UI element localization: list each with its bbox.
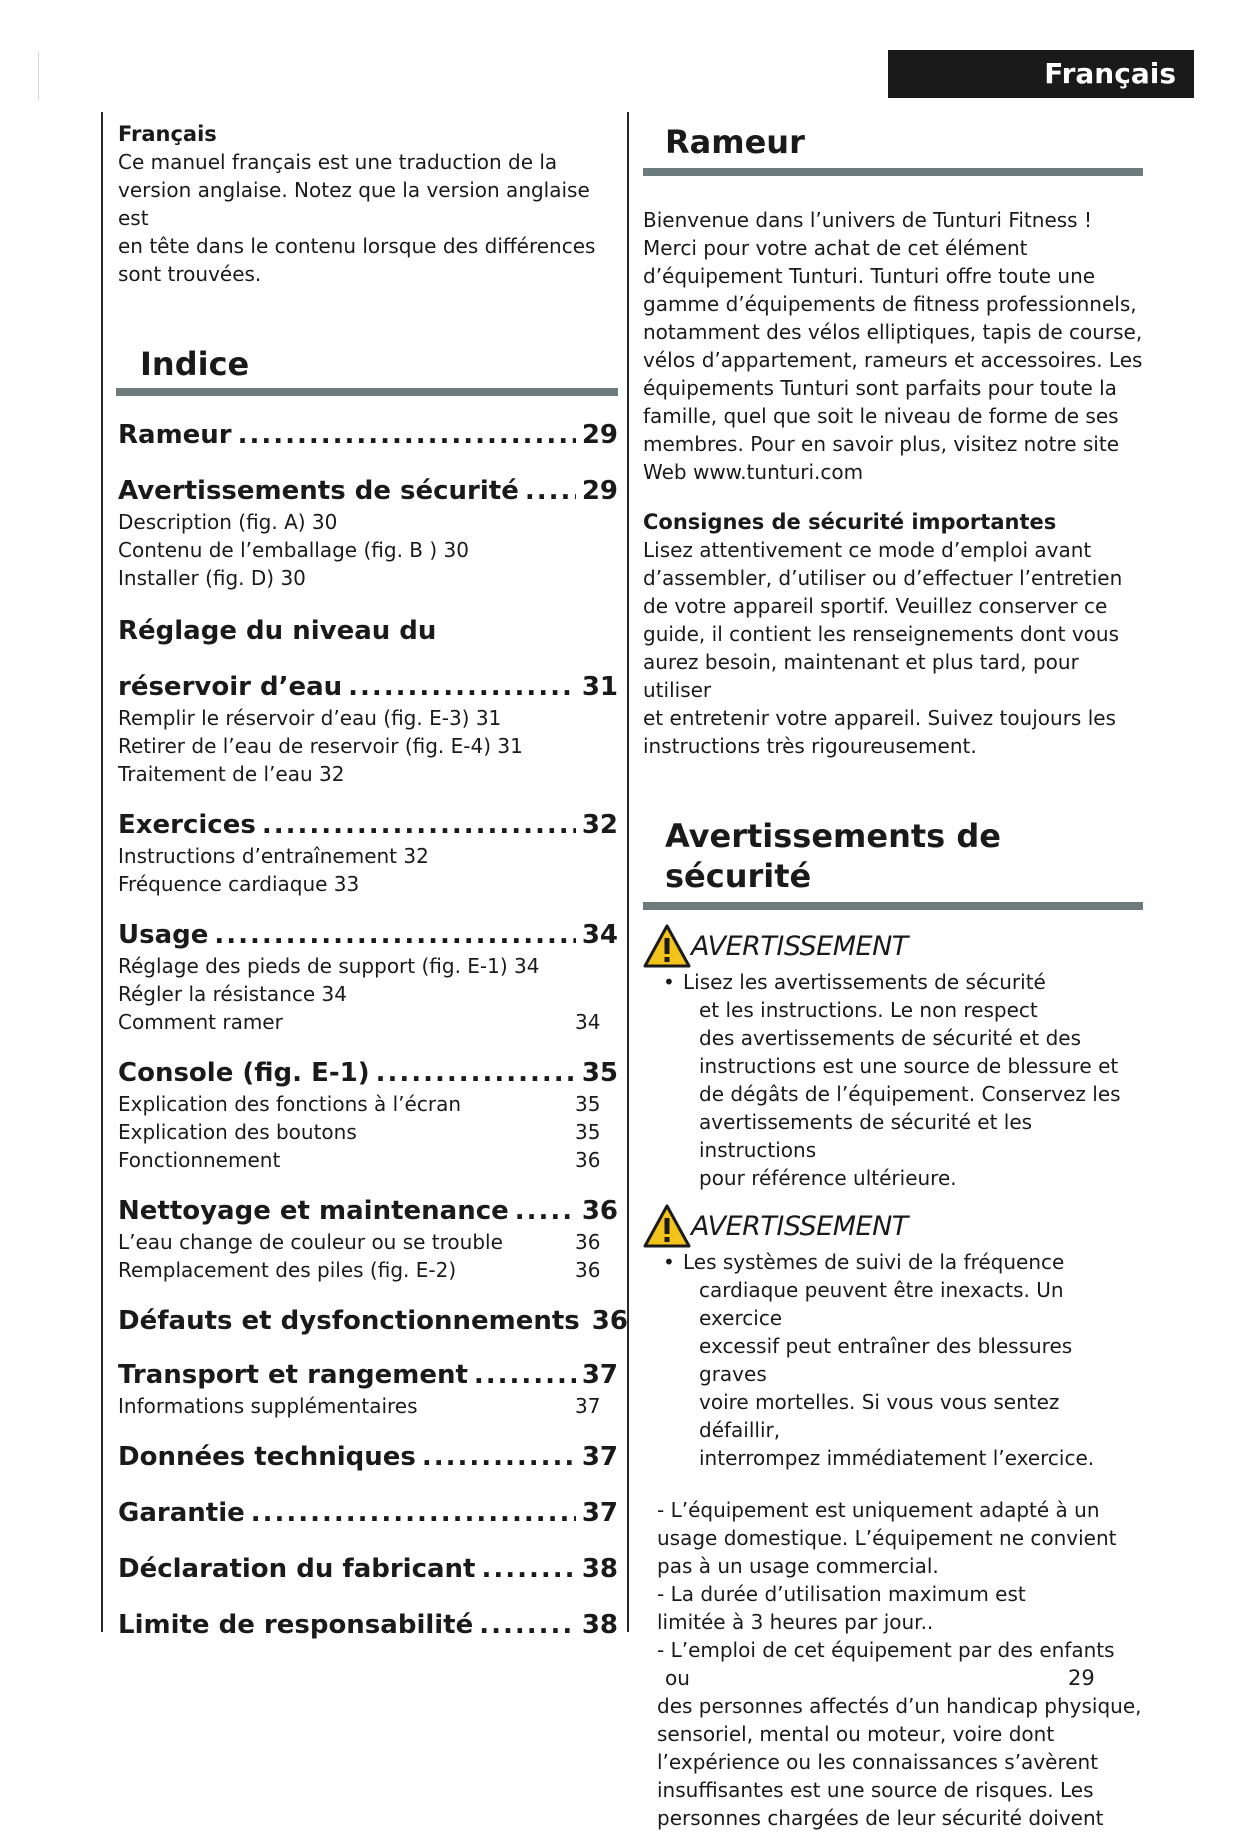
toc-entry[interactable] [118,1056,618,1090]
warning-line: instructions est une source de blessure et [699,1054,1119,1078]
rameur-heading-rule [643,168,1143,176]
left-column [118,120,628,1642]
bullet-dot: • [663,1250,675,1274]
warning-line: Lisez les avertissements de sécurité [683,970,1046,994]
toc-subentry[interactable] [118,1008,618,1036]
toc-leader [376,1056,576,1090]
usage-restrictions [643,1496,1143,1832]
toc-entry-title: Réglage du niveau du [118,616,437,646]
welcome-line: notamment des vélos elliptiques, tapis de course, [643,320,1143,344]
warning-text [643,968,1143,1192]
toc-entry-title: Garantie [118,1498,245,1528]
toc-entry-page: 32 [581,810,618,840]
toc-entry-title: Déclaration du fabricant [118,1554,476,1584]
restriction-line: des personnes affectés d’un handicap physique, [657,1694,1142,1718]
toc-subentry[interactable] [118,1090,618,1118]
warning-header [643,1204,1143,1248]
welcome-line: Bienvenue dans l’univers de Tunturi Fitness ! [643,208,1092,232]
warning-block [643,924,1143,1192]
toc-leader [474,1358,576,1392]
toc-leader [515,1194,576,1228]
warning-line: interrompez immédiatement l’exercice. [699,1446,1095,1470]
toc-entry[interactable] [118,1304,628,1338]
toc-subentry[interactable] [118,508,618,536]
toc-entry-title: Avertissements de sécurité [118,476,519,506]
restriction-line: sensoriel, mental ou moteur, voire dont [657,1722,1055,1746]
warning-label: AVERTISSEMENT [691,1210,908,1242]
toc-entry-title: Rameur [118,420,232,450]
toc-entry-page: 29 [581,476,618,506]
toc-subentry[interactable] [118,1228,618,1256]
toc-entry-title: Exercices [118,810,256,840]
toc-subentry[interactable] [118,704,618,732]
warnings-heading: Avertissements de sécurité [665,817,1001,895]
warning-triangle-icon [643,1204,691,1248]
toc-leader [262,808,576,842]
toc-entry-page: 37 [581,1360,618,1390]
toc-entry[interactable] [118,1496,618,1530]
toc-entry[interactable] [118,1440,618,1474]
toc-entry-page: 37 [581,1498,618,1528]
restriction-line: pas à un usage commercial. [657,1554,939,1578]
index-heading: Indice [140,345,250,383]
restriction-line: usage domestique. L’équipement ne convient [657,1526,1117,1550]
warning-line: voire mortelles. Si vous vous sentez défaillir, [699,1390,1060,1442]
warning-triangle-icon [643,924,691,968]
toc-subentry[interactable] [118,536,618,564]
crop-mark [38,52,39,100]
toc-entry-page: 34 [581,920,618,950]
bullet-dot: • [663,970,675,994]
toc-entry-title-line1[interactable] [118,614,618,648]
toc-subentry[interactable] [118,870,618,898]
safety-instructions-text [643,536,1143,760]
toc-subentry[interactable] [118,732,618,760]
safety-line: instructions très rigoureusement. [643,734,977,758]
toc-leader [422,1440,576,1474]
index-heading-rule [116,388,618,396]
welcome-line: vélos d’appartement, rameurs et accessoires. Les [643,348,1143,372]
restriction-line: personnes chargées de leur sécurité doivent [657,1806,1104,1830]
warning-line: excessif peut entraîner des blessures graves [699,1334,1073,1386]
safety-line: de votre appareil sportif. Veuillez conserver ce [643,594,1108,618]
toc-subentry-text: Comment ramer [118,1010,283,1034]
toc-subentry-text: Réglage des pieds de support (fig. E-1) 34 [118,954,540,978]
toc-leader [525,474,576,508]
toc-entry-page: 35 [581,1058,618,1088]
welcome-line: équipements Tunturi sont parfaits pour toute la [643,376,1117,400]
rameur-heading: Rameur [665,123,805,161]
toc-entry-title: Transport et rangement [118,1360,468,1390]
toc-subentry-text: Remplir le réservoir d’eau (fig. E-3) 31 [118,706,502,730]
toc-entry-page: 29 [581,420,618,450]
toc-subentry[interactable] [118,1256,618,1284]
welcome-line: d’équipement Tunturi. Tunturi offre toute une [643,264,1096,288]
welcome-text [643,206,1143,486]
toc-subentry-text: Explication des fonctions à l’écran [118,1092,461,1116]
toc-subentry-text: Instructions d’entraînement 32 [118,844,429,868]
toc-entry-title: Défauts et dysfonctionnements [118,1306,580,1336]
toc-entry-title: Console (fig. E-1) [118,1058,370,1088]
toc-entry-page: 36 [581,1196,618,1226]
toc-subentry-text: Informations supplémentaires [118,1394,418,1418]
toc-entry-page: 38 [581,1610,618,1640]
warning-label: AVERTISSEMENT [691,930,908,962]
toc-leader [482,1552,576,1586]
toc-leader [251,1496,576,1530]
welcome-line: famille, quel que soit le niveau de forme de ses [643,404,1119,428]
toc-subentry-page: 35 [575,1092,601,1116]
toc-subentry-text: Fréquence cardiaque 33 [118,872,360,896]
toc-leader [348,670,576,704]
toc-subentry-text: L’eau change de couleur ou se trouble [118,1230,503,1254]
toc-subentry[interactable] [118,1392,618,1420]
toc-entry[interactable] [118,1194,618,1228]
warning-line: cardiaque peuvent être inexacts. Un exercice [699,1278,1064,1330]
warning-block [643,1204,1143,1472]
welcome-line: membres. Pour en savoir plus, visitez notre site [643,432,1120,456]
restriction-line: l’expérience ou les connaissances s’avèrent [657,1750,1099,1774]
toc-subentry[interactable] [118,760,618,788]
toc-subentry-text: Installer (fig. D) 30 [118,566,306,590]
intro-title: Français [118,122,217,146]
toc-subentry-text: Remplacement des piles (fig. E-2) [118,1258,457,1282]
toc-leader [238,418,576,452]
warnings-heading-rule [643,902,1143,910]
column-divider [627,112,629,1632]
safety-line: aurez besoin, maintenant et plus tard, pour utiliser [643,650,1079,702]
toc-entry-page: 38 [581,1554,618,1584]
toc-subentry-text: Traitement de l’eau 32 [118,762,345,786]
toc-entry[interactable] [118,808,618,842]
warning-line: avertissements de sécurité et les instructions [699,1110,1033,1162]
toc-subentry-text: Régler la résistance 34 [118,982,347,1006]
toc-entry-page: 31 [581,672,618,702]
toc-entry[interactable] [118,918,618,952]
restriction-line: - L’emploi de cet équipement par des enfants ou [657,1638,1115,1690]
toc-subentry-text: Fonctionnement [118,1148,281,1172]
safety-line: et entretenir votre appareil. Suivez toujours les [643,706,1116,730]
warning-line: des avertissements de sécurité et des [699,1026,1081,1050]
warning-line: Les systèmes de suivi de la fréquence [683,1250,1065,1274]
toc-entry[interactable] [118,418,618,452]
toc-subentry-page: 34 [575,1010,601,1034]
toc-subentry[interactable] [118,952,618,980]
restriction-line: limitée à 3 heures par jour.. [657,1610,934,1634]
toc-entry-page: 36 [591,1306,628,1336]
welcome-line: Web www.tunturi.com [643,460,864,484]
toc-subentry[interactable] [118,564,618,592]
intro-line: version anglaise. Notez que la version anglaise est [118,178,590,230]
safety-line: Lisez attentivement ce mode d’emploi avant [643,538,1092,562]
toc-subentry-text: Explication des boutons [118,1120,357,1144]
toc-subentry-page: 36 [575,1230,601,1254]
safety-instructions-title: Consignes de sécurité importantes [643,510,1057,534]
toc-subentry-page: 36 [575,1148,601,1172]
toc-entry-page: 37 [581,1442,618,1472]
toc-entry-title: Nettoyage et maintenance [118,1196,509,1226]
intro-line: Ce manuel français est une traduction de la [118,150,558,174]
page-number: 29 [1068,1666,1095,1690]
warning-text [643,1248,1143,1472]
toc-subentry[interactable] [118,980,618,1008]
toc-subentry-page: 36 [575,1258,601,1282]
warning-header [643,924,1143,968]
toc-subentry[interactable] [118,1146,618,1174]
toc-entry-title: Limite de responsabilité [118,1610,474,1640]
intro-line: sont trouvées. [118,262,262,286]
restriction-line: - La durée d’utilisation maximum est [657,1582,1026,1606]
right-column [643,122,1143,1832]
toc-entry-title: réservoir d’eau [118,672,343,702]
restriction-line: insuffisantes est une source de risques. Les [657,1778,1094,1802]
restriction-line: - L’équipement est uniquement adapté à un [657,1498,1100,1522]
intro-text [118,148,618,288]
left-margin-rule [101,112,103,1632]
toc-subentry-text: Description (fig. A) 30 [118,510,338,534]
toc-subentry-page: 37 [575,1394,601,1418]
toc-entry[interactable] [118,474,618,508]
toc-subentry[interactable] [118,1118,618,1146]
safety-line: guide, il contient les renseignements dont vous [643,622,1120,646]
warning-line: de dégâts de l’équipement. Conservez les [699,1082,1121,1106]
warning-line: et les instructions. Le non respect [699,998,1038,1022]
intro-line: en tête dans le contenu lorsque des différences [118,234,596,258]
welcome-line: Merci pour votre achat de cet élément [643,236,1028,260]
toc-entry-title: Données techniques [118,1442,416,1472]
toc-subentry-text: Retirer de l’eau de reservoir (fig. E-4) 31 [118,734,523,758]
toc-entry[interactable] [118,1552,618,1586]
warning-line: pour référence ultérieure. [699,1166,957,1190]
safety-line: d’assembler, d’utiliser ou d’effectuer l’entretien [643,566,1123,590]
toc-leader [479,1608,576,1642]
toc-leader [214,918,575,952]
toc-subentry-text: Contenu de l’emballage (fig. B ) 30 [118,538,469,562]
toc-subentry-page: 35 [575,1120,601,1144]
table-of-contents [118,418,628,1642]
language-tab: Français [888,50,1194,98]
toc-entry-title: Usage [118,920,209,950]
toc-entry[interactable] [118,1608,618,1642]
toc-entry[interactable] [118,670,618,704]
toc-entry[interactable] [118,1358,618,1392]
welcome-line: gamme d’équipements de fitness professionnels, [643,292,1137,316]
toc-subentry[interactable] [118,842,618,870]
